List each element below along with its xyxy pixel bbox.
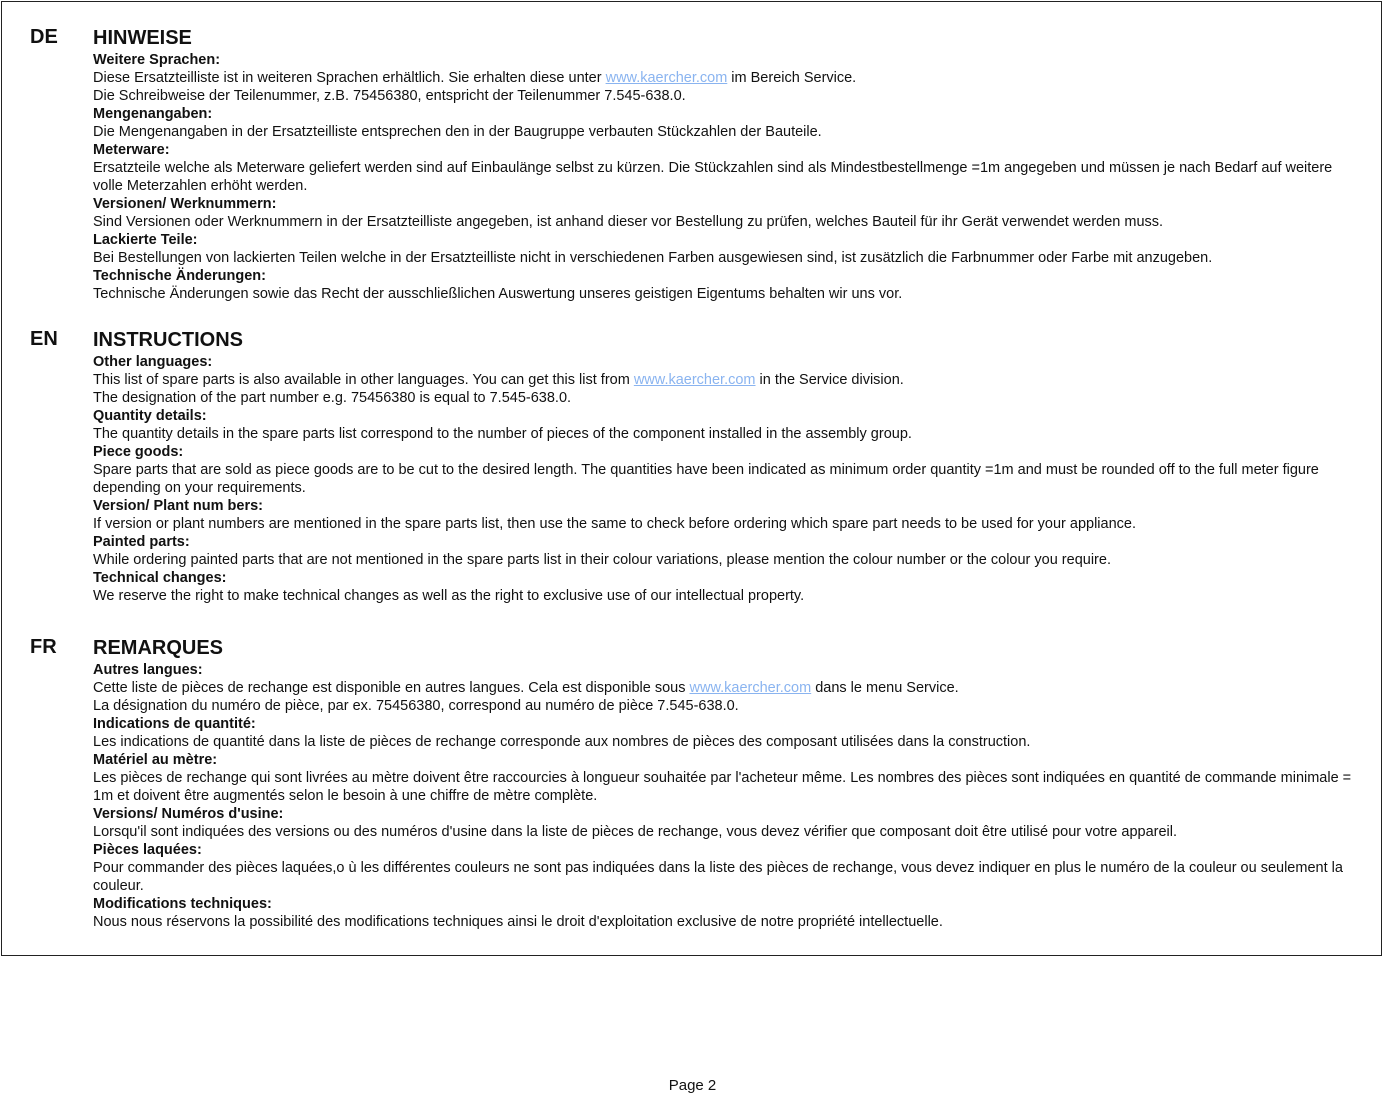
quantity-label-fr: Indications de quantité:	[93, 716, 256, 732]
version-label-de: Versionen/ Werknummern:	[93, 196, 277, 212]
painted-text-de: Bei Bestellungen von lackierten Teilen welche in der Ersatzteilliste nicht in verschiedenen Farben ausgewiesen sind, ist zusätzlich die Farbnummer oder Farbe mit anzugeben.	[93, 250, 1213, 266]
painted-label-fr: Pièces laquées:	[93, 842, 202, 858]
lang-code-fr: FR	[30, 636, 57, 658]
version-text-fr: Lorsqu'il sont indiquées des versions ou des numéros d'usine dans la liste de pièces de rechange, vous devez vérifier que composant doit être utilisé pour votre appareil.	[93, 824, 1178, 840]
piece-text-fr: Les pièces de rechange qui sont livrées au mètre doivent être raccourcies à longueur souhaitée par l'acheteur même. Les nombres des pièces sont indiquées en quantité de commande minimale = 1m et doivent être augmentés selon le besoin à une chiffre de mètre complète.	[93, 770, 1352, 804]
technical-label-en: Technical changes:	[93, 570, 227, 586]
page-number: Page 2	[668, 1077, 717, 1094]
languages-text-en	[93, 371, 1363, 389]
quantity-text-de: Die Mengenangaben in der Ersatzteilliste entsprechen den in der Baugruppe verbauten Stückzahlen der Bauteile.	[93, 124, 822, 140]
designation-text-de: Die Schreibweise der Teilenummer, z.B. 75456380, entspricht der Teilenummer 7.545-638.0.	[93, 88, 686, 104]
languages-after-en: in the Service division.	[755, 372, 904, 388]
kaercher-link-en[interactable]: www.kaercher.com	[633, 372, 756, 388]
languages-before-fr: Cette liste de pièces de rechange est disponible en autres langues. Cela est disponible sous	[93, 680, 690, 696]
technical-label-de: Technische Änderungen:	[93, 268, 266, 284]
kaercher-link-de[interactable]: www.kaercher.com	[605, 70, 728, 86]
technical-text-fr: Nous nous réservons la possibilité des modifications techniques ainsi le droit d'exploitation exclusive de notre propriété intellectuelle.	[93, 914, 943, 930]
section-title-en: INSTRUCTIONS	[93, 329, 243, 351]
version-text-de: Sind Versionen oder Werknummern in der Ersatzteilliste angegeben, ist anhand dieser vor Bestellung zu prüfen, welches Bauteil für ihr Gerät verwendet werden muss.	[93, 214, 1164, 230]
quantity-label-de: Mengenangaben:	[93, 106, 213, 122]
section-en-content	[93, 328, 1363, 605]
version-label-en: Version/ Plant num bers:	[93, 498, 264, 514]
painted-text-en: While ordering painted parts that are not mentioned in the spare parts list in their colour variations, please mention the colour number or the colour you require.	[93, 552, 1111, 568]
quantity-text-en: The quantity details in the spare parts list correspond to the number of pieces of the component installed in the assembly group.	[93, 426, 912, 442]
piece-text-de: Ersatzteile welche als Meterware geliefert werden sind auf Einbaulänge selbst zu kürzen. Die Stückzahlen sind als Mindestbestellmenge =1m angegeben und müssen je nach Bedarf auf weitere volle Meterzahlen erhöht werden.	[93, 160, 1333, 194]
piece-label-en: Piece goods:	[93, 444, 184, 460]
piece-label-fr: Matériel au mètre:	[93, 752, 218, 768]
quantity-label-en: Quantity details:	[93, 408, 207, 424]
version-label-fr: Versions/ Numéros d'usine:	[93, 806, 284, 822]
version-text-en: If version or plant numbers are mentioned in the spare parts list, then use the same to check before ordering which spare part needs to be used for your appliance.	[93, 516, 1136, 532]
document-frame	[1, 1, 1382, 956]
languages-before-en: This list of spare parts is also available in other languages. You can get this list from	[93, 372, 634, 388]
technical-text-de: Technische Änderungen sowie das Recht der ausschließlichen Auswertung unseres geistigen Eigentums behalten wir uns vor.	[93, 286, 903, 302]
languages-text-de	[93, 69, 1363, 87]
lang-code-de: DE	[30, 26, 58, 48]
painted-label-de: Lackierte Teile:	[93, 232, 198, 248]
kaercher-link-fr[interactable]: www.kaercher.com	[689, 680, 812, 696]
languages-before-de: Diese Ersatzteilliste ist in weiteren Sprachen erhältlich. Sie erhalten diese unter	[93, 70, 606, 86]
languages-label-de: Weitere Sprachen:	[93, 52, 221, 68]
languages-label-en: Other languages:	[93, 354, 213, 370]
technical-text-en: We reserve the right to make technical changes as well as the right to exclusive use of our intellectual property.	[93, 588, 805, 604]
designation-text-en: The designation of the part number e.g. 75456380 is equal to 7.545-638.0.	[93, 390, 572, 406]
languages-after-fr: dans le menu Service.	[811, 680, 959, 696]
section-title-de: HINWEISE	[93, 27, 192, 49]
section-de-content	[93, 26, 1363, 303]
technical-label-fr: Modifications techniques:	[93, 896, 272, 912]
languages-text-fr	[93, 679, 1363, 697]
painted-label-en: Painted parts:	[93, 534, 190, 550]
painted-text-fr: Pour commander des pièces laquées,o ù les différentes couleurs ne sont pas indiquées dans la liste des pièces de rechange, vous devez indiquer en plus le numéro de la couleur ou seulement la couleur.	[93, 860, 1343, 894]
section-title-fr: REMARQUES	[93, 637, 224, 659]
languages-after-de: im Bereich Service.	[727, 70, 857, 86]
section-fr-content	[93, 636, 1363, 931]
piece-text-en: Spare parts that are sold as piece goods are to be cut to the desired length. The quantities have been indicated as minimum order quantity =1m and must be rounded off to the full meter figure depending on your requirements.	[93, 462, 1319, 496]
designation-text-fr: La désignation du numéro de pièce, par ex. 75456380, correspond au numéro de pièce 7.545-638.0.	[93, 698, 739, 714]
piece-label-de: Meterware:	[93, 142, 170, 158]
lang-code-en: EN	[30, 328, 58, 350]
quantity-text-fr: Les indications de quantité dans la liste de pièces de rechange corresponde aux nombres de pièces des composant utilisées dans la construction.	[93, 734, 1031, 750]
languages-label-fr: Autres langues:	[93, 662, 203, 678]
